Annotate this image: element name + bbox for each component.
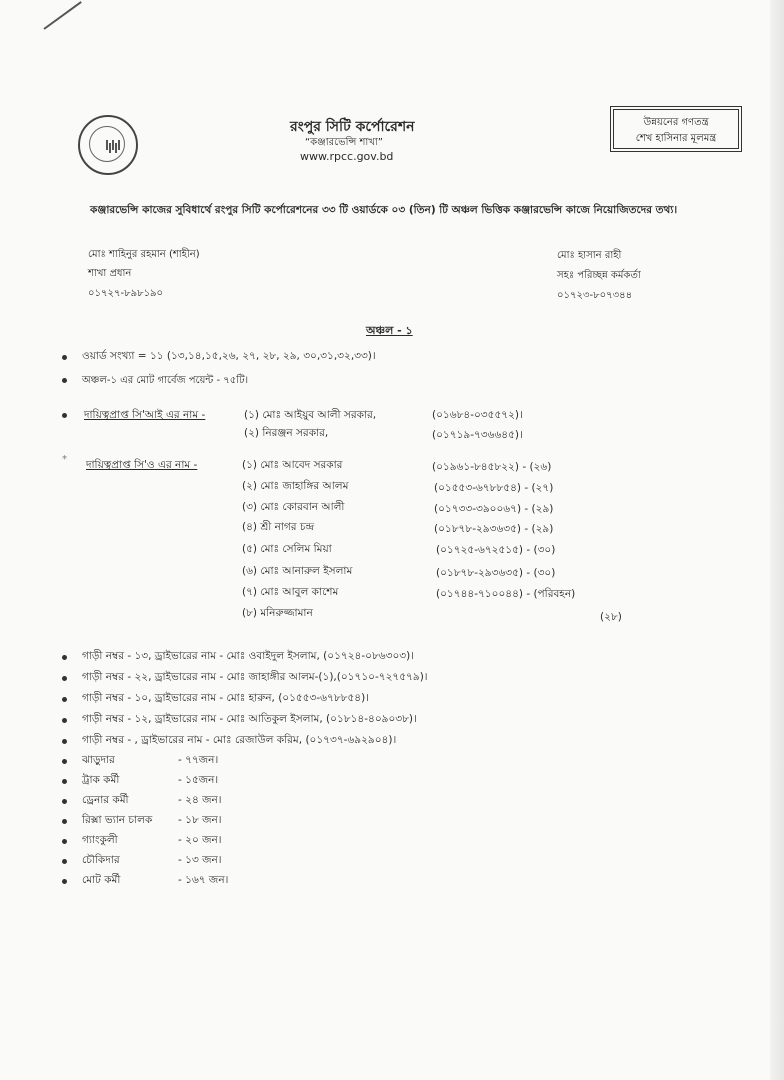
bullet (62, 718, 67, 723)
org-name: রংপুর সিটি কর্পোরেশন (290, 119, 415, 135)
staff-count-3: - ২৪ জন। (178, 794, 222, 806)
bullet (62, 655, 67, 660)
bullet (62, 697, 67, 702)
ci-phone-1: (০১৬৮৪-০৩৫৫৭২)। (432, 409, 523, 421)
co-name-8: (৮) মনিরুজ্জামান (242, 607, 313, 619)
staff-role-1: ঝাড়ুদার (82, 754, 115, 766)
vehicle-1: গাড়ী নম্বর - ১৩, ড্রাইভারের নাম - মোঃ ওবাইদুল ইসলাম, (০১৭২৪-০৮৬৩০৩)। (82, 650, 414, 662)
ci-phone-2: (০১৭১৯-৭৩৬৬৪৫)। (432, 429, 523, 441)
co-name-5: (৫) মোঃ সেলিম মিয়া (242, 543, 332, 555)
co-name-6: (৬) মোঃ আনারুল ইসলাম (242, 565, 353, 577)
bullet (62, 819, 67, 824)
asterisk-mark: * (62, 454, 67, 465)
vehicle-2: গাড়ী নম্বর - ২২, ড্রাইভারের নাম - মোঃ জাহাঙ্গীর আলম-(১),(০১৭১০-৭২৭৫৭৯)। (82, 671, 428, 683)
head-right-name: মোঃ হাসান রাহী (557, 250, 622, 261)
branch-name: “কঞ্জারভেন্সি শাখা” (305, 137, 383, 148)
scan-edge (770, 0, 784, 1080)
co-phone-1: (০১৯৬১-৮৪৫৮২২) - (২৬) (432, 461, 552, 473)
staff-count-6: - ১৩ জন। (178, 854, 222, 866)
co-phone-6: (০১৮৭৮-২৯৩৬৩৫) - (৩০) (436, 567, 556, 579)
staff-role-5: গ্যাংকুলী (82, 834, 118, 846)
ci-name-2: (২) নিরঞ্জন সরকার, (244, 427, 329, 439)
co-phone-5: (০১৭২৫-৬৭২৫১৫) - (৩০) (436, 544, 556, 556)
bullet (62, 799, 67, 804)
bullet (62, 676, 67, 681)
staff-role-3: ড্রেনার কর্মী (82, 794, 129, 806)
head-left-name: মোঃ শাহিনুর রহমান (শাহীন) (88, 249, 200, 260)
pen-mark (43, 1, 81, 30)
ci-name-1: (১) মোঃ আইয়ুব আলী সরকার, (244, 409, 377, 421)
co-phone-2: (০১৫৫৩-৬৭৮৮৫৪) - (২৭) (434, 482, 554, 494)
co-name-7: (৭) মোঃ আবুল কাশেম (242, 586, 339, 598)
bullet (62, 739, 67, 744)
co-name-4: (৪) শ্রী নাগর চন্দ্র (242, 521, 315, 533)
motto-box (610, 106, 742, 152)
staff-role-4: রিক্সা ভ্যান চালক (82, 814, 153, 826)
co-phone-7: (০১৭৪৪-৭১০০৪৪) - (পরিবহন) (436, 588, 576, 600)
staff-count-2: - ১৫জন। (178, 774, 219, 786)
bullet (62, 378, 67, 383)
website: www.rpcc.gov.bd (300, 150, 394, 163)
motto-line-2: শেখ হাসিনার মূলমন্ত্র (635, 133, 717, 144)
co-name-3: (৩) মোঃ কোরবান আলী (242, 501, 345, 513)
subject-line: কঞ্জারভেন্সি কাজের সুবিধার্থে রংপুর সিটি কর্পোরেশনের ৩৩ টি ওয়ার্ডকে ০৩ (তিন) টি অঞ্চল ভিত্তিক কঞ্জারভেন্সি কাজে নিয়োজিতদের তথ্য। (90, 204, 678, 216)
co-label: দায়িত্বপ্রাপ্ত সি'ও এর নাম - (86, 459, 198, 471)
ci-label: দায়িত্বপ্রাপ্ত সি'আই এর নাম - (84, 409, 206, 421)
staff-count-4: - ১৮ জন। (178, 814, 222, 826)
bullet (62, 759, 67, 764)
vehicle-3: গাড়ী নম্বর - ১০, ড্রাইভারের নাম - মোঃ হারুন, (০১৫৫৩-৬৭৮৮৫৪)। (82, 692, 369, 704)
co-extra-ward: (২৮) (600, 611, 622, 623)
ward-count: ওয়ার্ড সংখ্যা = ১১ (১৩,১৪,১৫,২৬, ২৭, ২৮, ২৯, ৩০,৩১,৩২,৩৩)। (82, 350, 376, 362)
co-name-1: (১) মোঃ আবেদ সরকার (242, 459, 343, 471)
bullet (62, 779, 67, 784)
staff-role-7: মোট কর্মী (82, 874, 121, 886)
vehicle-5: গাড়ী নম্বর - , ড্রাইভারের নাম - মোঃ রেজাউল করিম, (০১৭৩৭-৬৯২৯০৪)। (82, 734, 397, 746)
bullet (62, 413, 67, 418)
head-left-title: শাখা প্রধান (88, 268, 132, 279)
staff-count-7: - ১৬৭ জন। (178, 874, 229, 886)
co-name-2: (২) মোঃ জাহাঙ্গির আলম (242, 480, 349, 492)
head-right-phone: ০১৭২৩-৮০৭৩৪৪ (557, 290, 633, 301)
garbage-points: অঞ্চল-১ এর মোট গার্বেজ পয়েন্ট - ৭৫টি। (82, 375, 249, 386)
co-phone-4: (০১৮৭৮-২৯৩৬৩৫) - (২৯) (434, 523, 554, 535)
bullet (62, 859, 67, 864)
staff-role-6: চৌকিদার (82, 854, 120, 866)
bullet (62, 839, 67, 844)
bullet (62, 355, 67, 360)
motto-line-1: উন্নয়নের গণতন্ত্র (643, 117, 709, 128)
city-corporation-logo (78, 115, 138, 175)
zone-title: অঞ্চল - ১ (366, 324, 413, 337)
staff-count-1: - ৭৭জন। (178, 754, 219, 766)
bullet (62, 879, 67, 884)
staff-count-5: - ২০ জন। (178, 834, 222, 846)
vehicle-4: গাড়ী নম্বর - ১২, ড্রাইভারের নাম - মোঃ আতিকুল ইসলাম, (০১৮১৪-৪০৯০৩৮)। (82, 713, 417, 725)
head-left-phone: ০১৭২৭-৮৯৮১৯০ (88, 288, 164, 299)
staff-role-2: ট্রাক কর্মী (82, 774, 120, 786)
co-phone-3: (০১৭৩৩-৩৯০০৬৭) - (২৯) (434, 503, 554, 515)
head-right-title: সহঃ পরিচ্ছন্ন কর্মকর্তা (557, 270, 641, 281)
